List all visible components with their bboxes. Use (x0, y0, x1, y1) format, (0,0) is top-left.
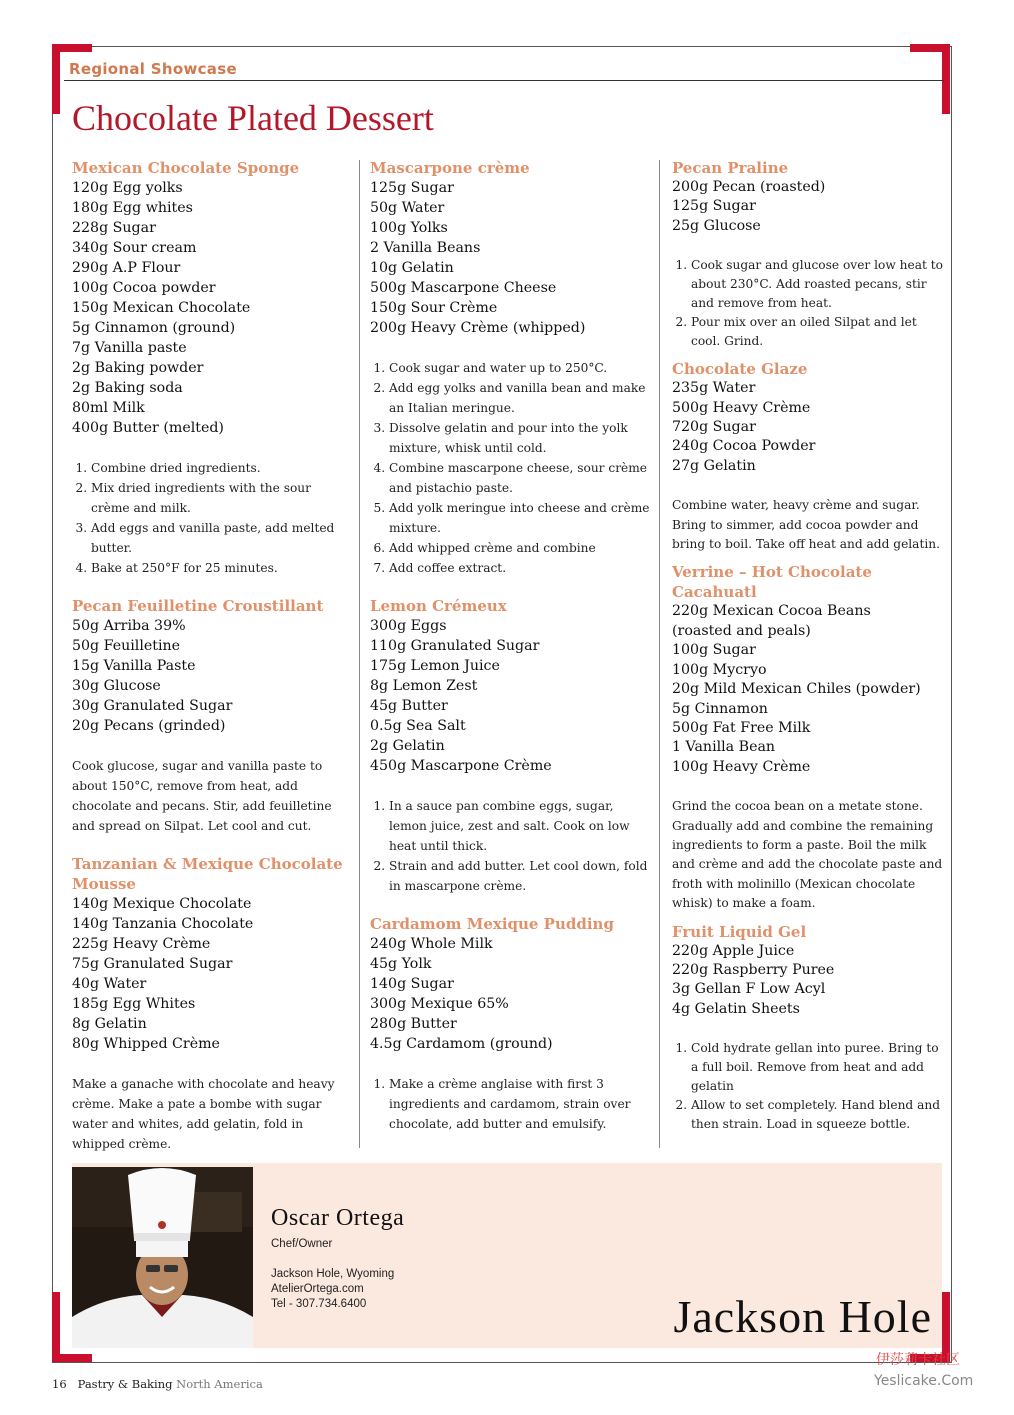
ingredient: 30g Granulated Sugar (72, 698, 233, 714)
recipe-steps (672, 256, 944, 351)
corner-accent-bottom-left (52, 1292, 60, 1362)
ingredient: 220g Apple Juice (672, 942, 795, 959)
ingredient: 140g Mexique Chocolate (72, 896, 252, 912)
corner-accent-top-left-h (52, 44, 92, 52)
recipe-pecan-feuilletine (72, 596, 350, 836)
chef-role: Chef/Owner (271, 1238, 333, 1250)
ingredient: 400g Butter (melted) (72, 420, 224, 436)
ingredient: 280g Butter (370, 1016, 457, 1032)
step: 1. Cold hydrate gellan into puree. Bring to a full boil. Remove from heat and add gelatin (691, 1039, 944, 1096)
ingredient: 2 Vanilla Beans (370, 240, 481, 256)
recipe-steps (370, 358, 650, 578)
recipe-note: Combine water, heavy crème and sugar. Bring to simmer, add cocoa powder and bring to boil. Take off heat and add gelatin. (672, 498, 940, 552)
ingredient: 45g Butter (370, 698, 448, 714)
ingredient: 290g A.P Flour (72, 260, 181, 276)
ingredient: 5g Cinnamon (672, 700, 768, 717)
recipe-chocolate-mousse (72, 854, 350, 1154)
ingredient: 50g Arriba 39% (72, 618, 186, 634)
recipe-title: Mexican Chocolate Sponge (72, 159, 300, 177)
ingredient: 40g Water (72, 976, 147, 992)
step: 4. Bake at 250°F for 25 minutes. (91, 558, 350, 578)
ingredient: 4.5g Cardamom (ground) (370, 1036, 553, 1052)
ingredient: 720g Sugar (672, 419, 756, 436)
ingredient: 185g Egg Whites (72, 996, 196, 1012)
ingredient: 228g Sugar (72, 220, 156, 236)
ingredient: 140g Tanzania Chocolate (72, 916, 254, 932)
recipe-title: Verrine – Hot Chocolate Cacahuatl (672, 563, 872, 602)
recipe-note: Cook glucose, sugar and vanilla paste to about 150°C, remove from heat, add chocolate and pecans. Stir, add feuilletine and spread on Silpat. Let cool and cut. (72, 759, 332, 833)
step: 5. Add yolk meringue into cheese and crème mixture. (389, 498, 650, 538)
recipe-chocolate-glaze (672, 359, 944, 554)
recipe-mexican-chocolate-sponge (72, 158, 350, 578)
ingredient: 20g Pecans (grinded) (72, 718, 226, 734)
watermark-chinese: 伊莎莉卡社区 (876, 1352, 960, 1368)
watermark-site: Yeslicake.Com (874, 1373, 974, 1389)
ingredient: 200g Pecan (roasted) (672, 179, 826, 195)
ingredient: 75g Granulated Sugar (72, 956, 233, 972)
ingredient: 500g Mascarpone Cheese (370, 280, 557, 296)
corner-accent-bottom-left-h (52, 1354, 92, 1362)
recipe-pecan-praline (672, 158, 944, 351)
ingredient: 100g Yolks (370, 220, 448, 236)
ingredient: 500g Fat Free Milk (672, 719, 811, 736)
column-divider-1 (359, 160, 360, 1148)
ingredient: 300g Mexique 65% (370, 996, 509, 1012)
ingredient: 450g Mascarpone Crème (370, 758, 552, 774)
step: 1. Cook sugar and glucose over low heat to about 230°C. Add roasted pecans, stir and remove from heat. (691, 256, 944, 313)
column-divider-2 (659, 160, 660, 1148)
step: 2. Allow to set completely. Hand blend and then strain. Load in squeeze bottle. (691, 1096, 944, 1134)
recipe-column-2 (370, 158, 650, 1142)
ingredient: 100g Mycryo (672, 661, 767, 678)
ingredient: 175g Lemon Juice (370, 658, 500, 674)
recipe-title: Lemon Crémeux (370, 597, 507, 615)
recipe-steps (672, 1039, 944, 1134)
recipe-steps (370, 1074, 650, 1134)
ingredient: 240g Whole Milk (370, 936, 493, 952)
step: 1. Combine dried ingredients. (91, 458, 350, 478)
step: 1. Make a crème anglaise with first 3 ingredients and cardamom, strain over chocolate, add butter and emulsify. (389, 1074, 650, 1134)
recipe-lemon-cremeux (370, 596, 650, 896)
ingredient: 80ml Milk (72, 400, 145, 416)
step: 1. Cook sugar and water up to 250°C. (389, 358, 650, 378)
ingredient: 100g Cocoa powder (72, 280, 216, 296)
magazine-name: Pastry & Baking (77, 1377, 173, 1391)
ingredient: 15g Vanilla Paste (72, 658, 196, 674)
ingredient: 0.5g Sea Salt (370, 718, 466, 734)
corner-accent-top-right (942, 44, 950, 114)
ingredient: 1 Vanilla Bean (672, 739, 776, 756)
ingredient: 220g Mexican Cocoa Beans (672, 603, 871, 620)
page-title: Chocolate Plated Dessert (72, 98, 434, 138)
ingredient: 200g Heavy Crème (whipped) (370, 320, 586, 336)
recipe-steps (72, 458, 350, 578)
recipe-mascarpone-creme (370, 158, 650, 578)
step: 1. In a sauce pan combine eggs, sugar, lemon juice, zest and salt. Cook on low heat until thick. (389, 796, 650, 856)
recipe-note: Make a ganache with chocolate and heavy crème. Make a pate a bombe with sugar water and whites, add gelatin, fold in whipped crème. (72, 1077, 335, 1151)
ingredient: 25g Glucose (672, 217, 761, 234)
step: 2. Mix dried ingredients with the sour crème and milk. (91, 478, 350, 518)
ingredient: 340g Sour cream (72, 240, 197, 256)
recipe-title: Mascarpone crème (370, 159, 530, 177)
ingredient: 220g Raspberry Puree (672, 961, 835, 978)
ingredient: 125g Sugar (370, 180, 454, 196)
step: 2. Pour mix over an oiled Silpat and let cool. Grind. (691, 313, 944, 351)
magazine-region: North America (176, 1377, 263, 1391)
recipe-verrine-hot-chocolate (672, 562, 944, 913)
recipe-title: Fruit Liquid Gel (672, 922, 807, 941)
ingredient: 110g Granulated Sugar (370, 638, 540, 654)
step: 2. Strain and add butter. Let cool down, fold in mascarpone crème. (389, 856, 650, 896)
ingredient: 10g Gelatin (370, 260, 454, 276)
ingredient: 500g Heavy Crème (672, 399, 811, 416)
ingredient: 120g Egg yolks (72, 180, 183, 196)
ingredient: 150g Sour Crème (370, 300, 498, 316)
recipe-title: Chocolate Glaze (672, 360, 808, 379)
chef-website: AtelierOrtega.com (271, 1283, 364, 1295)
ingredient: 27g Gelatin (672, 457, 756, 474)
recipe-note: Grind the cocoa bean on a metate stone. Gradually add and combine the remaining ingredients to form a paste. Boil the milk and crème and add the chocolate paste and froth with molinillo (Mexican chocolate whisk) to make a foam. (672, 799, 943, 911)
recipe-title: Cardamom Mexique Pudding (370, 915, 614, 933)
ingredient: 30g Glucose (72, 678, 161, 694)
ingredient: 100g Sugar (672, 642, 756, 659)
ingredient: 180g Egg whites (72, 200, 193, 216)
step: 3. Dissolve gelatin and pour into the yolk mixture, whisk until cold. (389, 418, 650, 458)
ingredient: 2g Baking powder (72, 360, 204, 376)
page-number: 16 (52, 1377, 67, 1391)
ingredient: 300g Eggs (370, 618, 447, 634)
ingredient: 20g Mild Mexican Chiles (powder) (672, 681, 921, 698)
ingredient: 50g Water (370, 200, 445, 216)
chef-name: Oscar Ortega (271, 1205, 405, 1231)
section-label: Regional Showcase (69, 60, 237, 78)
corner-accent-top-left (52, 44, 60, 114)
ingredient: (roasted and peals) (672, 622, 811, 639)
recipe-title: Pecan Praline (672, 159, 789, 177)
ingredient: 2g Baking soda (72, 380, 183, 396)
ingredient: 240g Cocoa Powder (672, 438, 816, 455)
recipe-title: Pecan Feuilletine Croustillant (72, 597, 324, 615)
recipe-cardamom-pudding (370, 914, 650, 1134)
ingredient: 80g Whipped Crème (72, 1036, 220, 1052)
step: 6. Add whipped crème and combine (389, 538, 650, 558)
chef-location: Jackson Hole, Wyoming (271, 1268, 395, 1280)
recipe-column-1 (72, 158, 350, 1162)
ingredient: 225g Heavy Crème (72, 936, 211, 952)
ingredient: 4g Gelatin Sheets (672, 1000, 800, 1017)
ingredient: 5g Cinnamon (ground) (72, 320, 236, 336)
ingredient: 2g Gelatin (370, 738, 445, 754)
ingredient: 150g Mexican Chocolate (72, 300, 251, 316)
ingredient: 100g Heavy Crème (672, 758, 811, 775)
recipe-column-3 (672, 158, 944, 1142)
ingredient: 45g Yolk (370, 956, 432, 972)
ingredient: 3g Gellan F Low Acyl (672, 981, 826, 998)
corner-accent-top-right-h (910, 44, 950, 52)
recipe-fruit-liquid-gel (672, 922, 944, 1135)
header-rule (64, 80, 944, 81)
ingredient: 8g Lemon Zest (370, 678, 478, 694)
chef-phone: Tel - 307.734.6400 (271, 1298, 367, 1310)
step: 7. Add coffee extract. (389, 558, 650, 578)
ingredient: 7g Vanilla paste (72, 340, 187, 356)
step: 2. Add egg yolks and vanilla bean and make an Italian meringue. (389, 378, 650, 418)
chef-photo (72, 1167, 253, 1348)
recipe-title: Tanzanian & Mexique Chocolate Mousse (72, 855, 343, 893)
step: 3. Add eggs and vanilla paste, add melted butter. (91, 518, 350, 558)
step: 4. Combine mascarpone cheese, sour crème and pistachio paste. (389, 458, 650, 498)
ingredient: 140g Sugar (370, 976, 454, 992)
ingredient: 125g Sugar (672, 198, 756, 215)
recipe-steps (370, 796, 650, 896)
ingredient: 8g Gelatin (72, 1016, 147, 1032)
ingredient: 50g Feuilletine (72, 638, 181, 654)
region-city-title: Jackson Hole (673, 1291, 932, 1342)
ingredient: 235g Water (672, 380, 756, 397)
page-footer (52, 1377, 263, 1391)
